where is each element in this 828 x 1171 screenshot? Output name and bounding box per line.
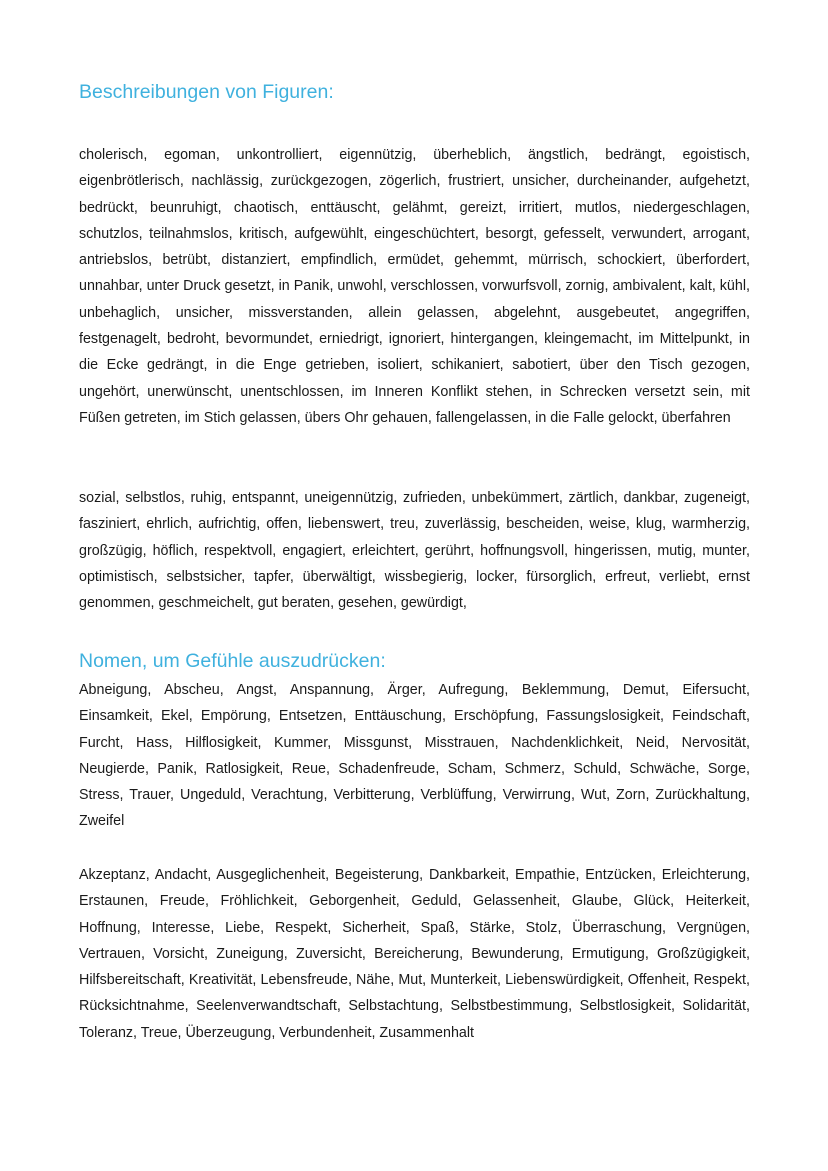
paragraph-positive-adjectives: sozial, selbstlos, ruhig, entspannt, uneigennützig, zufrieden, unbekümmert, zärtlich, dankbar, zugeneigt, fasziniert, ehrlich, aufrichtig, offen, liebenswert, treu, zuverlässig, bescheiden, weise, klug, warmherzig, großzügig, höflich, respektvoll, engagiert, erleichtert, gerührt, hoffnungsvoll, hingerissen, mutig, munter, optimistisch, selbstsicher, tapfer, überwältigt, wissbegierig, locker, fürsorglich, erfreut, verliebt, ernst genommen, geschmeichelt, gut beraten, gesehen, gewürdigt,	[79, 490, 750, 612]
heading-feeling-nouns: Nomen, um Gefühle auszudrücken:	[79, 650, 386, 672]
paragraph-negative-nouns: Abneigung, Abscheu, Angst, Anspannung, Ärger, Aufregung, Beklemmung, Demut, Eifersucht, Einsamkeit, Ekel, Empörung, Entsetzen, Enttäuschung, Erschöpfung, Fassungslosigkeit, Feindschaft, Furcht, Hass, Hilflosigkeit, Kummer, Missgunst, Misstrauen, Nachdenklichkeit, Neid, Nervosität, Neugierde, Panik, Ratlosigkeit, Reue, Schadenfreude, Scham, Schmerz, Schuld, Schwäche, Sorge, Stress, Trauer, Ungeduld, Verachtung, Verbitterung, Verblüffung, Verwirrung, Wut, Zorn, Zurückhaltung, Zweifel	[79, 682, 750, 830]
paragraph-negative-adjectives: cholerisch, egoman, unkontrolliert, eigennützig, überheblich, ängstlich, bedrängt, egoistisch, eigenbrötlerisch, nachlässig, zurückgezogen, zögerlich, frustriert, unsicher, durcheinander, aufgehetzt, bedrückt, beunruhigt, chaotisch, enttäuscht, gelähmt, gereizt, irritiert, mutlos, niedergeschlagen, schutzlos, teilnahmslos, kritisch, aufgewühlt, eingeschüchtert, besorgt, gefesselt, verwundert, arrogant, antriebslos, betrübt, distanziert, empfindlich, ermüdet, gehemmt, mürrisch, schockiert, überfordert, unnahbar, unter Druck gesetzt, in Panik, unwohl, verschlossen, vorwurfsvoll, zornig, ambivalent, kalt, kühl, unbehaglich, unsicher, missverstanden, allein gelassen, abgelehnt, ausgebeutet, angegriffen, festgenagelt, bedroht, bevormundet, erniedrigt, ignoriert, hintergangen, kleingemacht, im Mittelpunkt, in die Ecke gedrängt, in die Enge getrieben, isoliert, schikaniert, sabotiert, über den Tisch gezogen, ungehört, unerwünscht, unentschlossen, im Inneren Konflikt stehen, in Schrecken versetzt sein, mit Füßen getreten, im Stich gelassen, übers Ohr gehauen, fallengelassen, in die Falle gelockt, überfahren	[79, 147, 750, 426]
heading-figure-descriptions: Beschreibungen von Figuren:	[79, 81, 334, 103]
paragraph-positive-nouns: Akzeptanz, Andacht, Ausgeglichenheit, Begeisterung, Dankbarkeit, Empathie, Entzücken, Erleichterung, Erstaunen, Freude, Fröhlichkeit, Geborgenheit, Geduld, Gelassenheit, Glaube, Glück, Heiterkeit, Hoffnung, Interesse, Liebe, Respekt, Sicherheit, Spaß, Stärke, Stolz, Überraschung, Vergnügen, Vertrauen, Vorsicht, Zuneigung, Zuversicht, Bereicherung, Bewunderung, Ermutigung, Großzügigkeit, Hilfsbereitschaft, Kreativität, Lebensfreude, Nähe, Mut, Munterkeit, Liebenswürdigkeit, Offenheit, Respekt, Rücksichtnahme, Seelenverwandtschaft, Selbstachtung, Selbstbestimmung, Selbstlosigkeit, Solidarität, Toleranz, Treue, Überzeugung, Verbundenheit, Zusammenhalt	[79, 867, 750, 1041]
